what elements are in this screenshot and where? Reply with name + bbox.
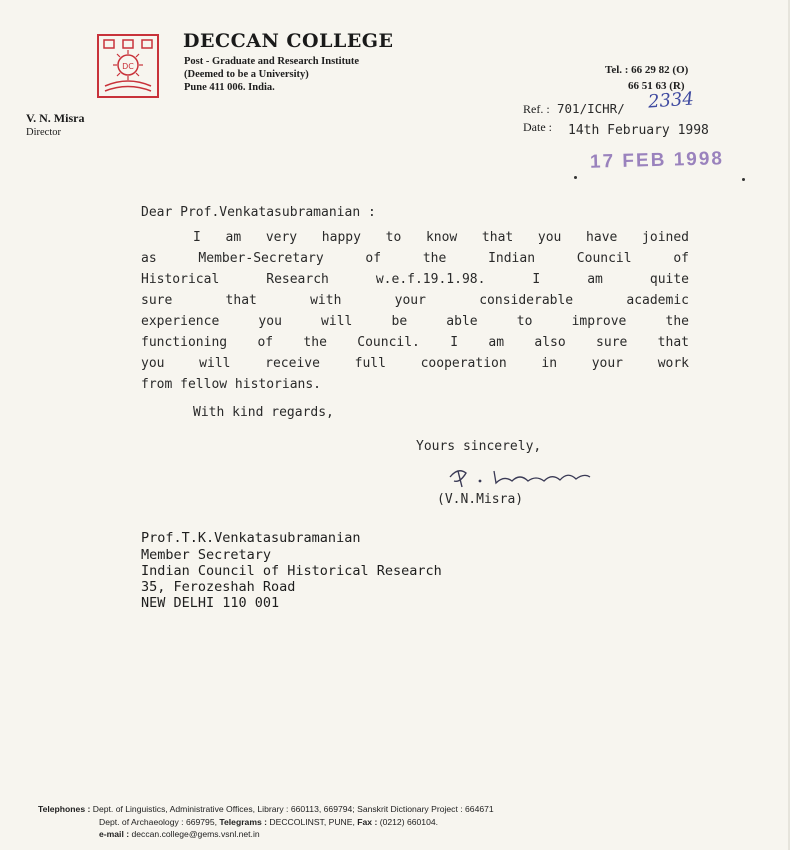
footer-fax-label: Fax : [357, 817, 378, 827]
body-line: sure that with your considerable academic [141, 293, 689, 308]
punch-mark [574, 176, 577, 179]
body-line: as Member-Secretary of the Indian Council of [141, 251, 689, 266]
signatory-name: (V.N.Misra) [437, 492, 524, 507]
university-status: (Deemed to be a University) [184, 69, 309, 80]
ref-number: 701/ICHR/ [557, 101, 625, 116]
college-address: Pune 411 006. India. [184, 82, 275, 93]
director-title: Director [26, 127, 61, 138]
footer-fax-text: (0212) 660104. [379, 817, 439, 827]
college-name: DECCAN COLLEGE [183, 30, 394, 52]
recipient-line: NEW DELHI 110 001 [141, 595, 280, 611]
footer-telephones [38, 804, 494, 814]
ref-handwritten-number: 2334 [647, 88, 695, 113]
body-line: from fellow historians. [141, 377, 322, 392]
tel-residence: 66 51 63 (R) [628, 80, 685, 92]
logo-emblem-text: DC [122, 62, 134, 71]
director-name: V. N. Misra [26, 111, 85, 125]
footer-telephones-label: Telephones : [38, 804, 91, 814]
recipient-line: Member Secretary [141, 547, 272, 563]
body-line: experience you will be able to improve the [141, 314, 689, 329]
signature-icon [448, 461, 628, 491]
footer-email [99, 829, 260, 839]
closing: Yours sincerely, [416, 439, 542, 454]
date-label: Date : [523, 120, 552, 134]
regards: With kind regards, [193, 405, 334, 420]
footer-email-label: e-mail : [99, 829, 130, 839]
punch-mark [742, 178, 745, 181]
footer-telephones-text: Dept. of Linguistics, Administrative Offices, Library : 660113, 669794; Sanskrit Dictionary Project : 664671 [92, 804, 494, 814]
body-line: functioning of the Council. I am also sure that [141, 335, 689, 350]
recipient-line: 35, Ferozeshah Road [141, 579, 296, 595]
received-date-stamp: 17 FEB 1998 [589, 148, 725, 173]
recipient-line: Prof.T.K.Venkatasubramanian [141, 530, 361, 546]
college-logo-icon [97, 34, 159, 98]
recipient-line: Indian Council of Historical Research [141, 563, 442, 579]
body-line: I am very happy to know that you have joined [193, 230, 689, 245]
footer-telegrams-label: Telegrams : [219, 817, 268, 827]
salutation: Dear Prof.Venkatasubramanian : [141, 205, 376, 220]
body-line: you will receive full cooperation in your work [141, 356, 689, 371]
letter-date: 14th February 1998 [568, 123, 709, 138]
footer-telegrams-text: DECCOLINST, PUNE, [269, 817, 355, 827]
footer-email-text: deccan.college@gems.vsnl.net.in [131, 829, 260, 839]
ref-label: Ref. : [523, 102, 550, 116]
body-line: Historical Research w.e.f.19.1.98. I am quite [141, 272, 689, 287]
footer-archaeology-text: Dept. of Archaeology : 669795, [99, 817, 218, 827]
institute-subtitle: Post - Graduate and Research Institute [184, 56, 360, 67]
tel-office: Tel. : 66 29 82 (O) [605, 64, 689, 76]
footer-archaeology [99, 817, 438, 827]
